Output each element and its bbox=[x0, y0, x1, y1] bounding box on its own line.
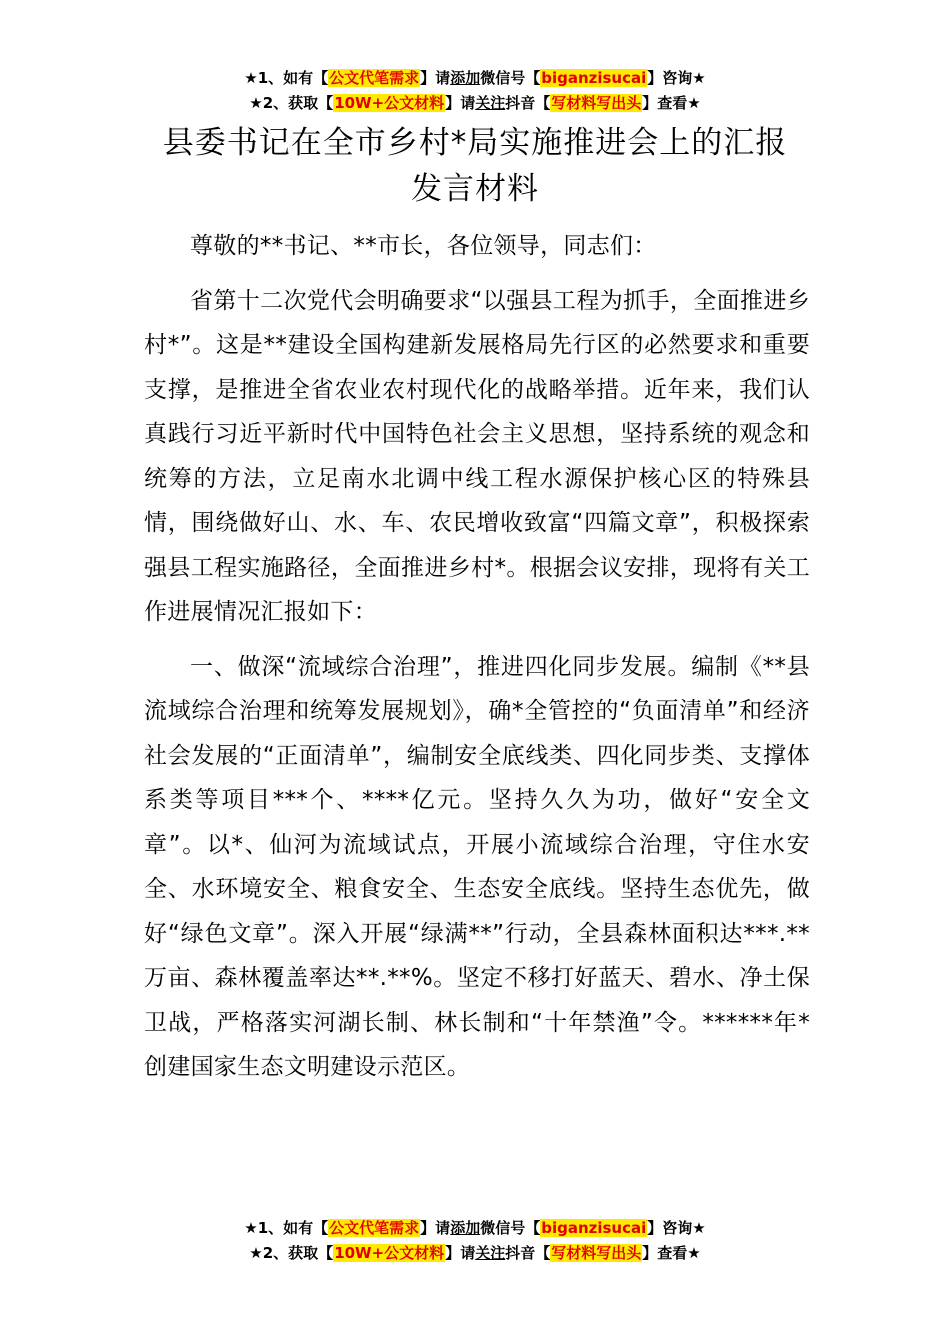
banner-underlined: 关注 bbox=[475, 94, 506, 112]
banner-text: 】请 bbox=[445, 94, 476, 112]
top-banner bbox=[0, 66, 950, 116]
banner-text: ★1、如有【 bbox=[244, 1219, 329, 1237]
banner-text: ★2、获取【 bbox=[249, 1244, 334, 1262]
body-paragraph: 一、做深“流域综合治理”，推进四化同步发展。编制《**县流域综合治理和统筹发展规划》，确*全管控的“负面清单”和经济社会发展的“正面清单”，编制安全底线类、四化同步类、支撑体系类等项目***个、****亿元。坚持久久为功，做好“安全文章”。以*、仙河为流域试点，开展小流域综合治理，守住水安全、水环境安全、粮食安全、生态安全底线。坚持生态优先，做好“绿色文章”。深入开展“绿满**”行动，全县森林面积达***.**万亩、森林覆盖率达**.**%。坚定不移打好蓝天、碧水、净土保卫战，严格落实河湖长制、林长制和“十年禁渔”令。******年*创建国家生态文明建设示范区。 bbox=[144, 653, 810, 1080]
banner-underlined: 关注 bbox=[475, 1244, 506, 1262]
banner-text: 抖音【 bbox=[505, 94, 551, 112]
banner-line-2 bbox=[0, 1241, 950, 1266]
body-paragraph: 省第十二次党代会明确要求“以强县工程为抓手，全面推进乡村*”。这是**建设全国构建新发展格局先行区的必然要求和重要支撑，是推进全省农业农村现代化的战略举措。近年来，我们认真践行习近平新时代中国特色社会主义思想，坚持系统的观念和统筹的方法，立足南水北调中线工程水源保护核心区的特殊县情，围绕做好山、水、车、农民增收致富“四篇文章”，积极探索强县工程实施路径，全面推进乡村*。根据会议安排，现将有关工作进展情况汇报如下： bbox=[144, 287, 810, 625]
banner-text: 抖音【 bbox=[505, 1244, 551, 1262]
banner-line-1 bbox=[0, 66, 950, 91]
banner-highlight: 公文代笔需求 bbox=[329, 69, 420, 87]
banner-text: 】查看★ bbox=[642, 94, 701, 112]
banner-text: 】请 bbox=[420, 1219, 451, 1237]
banner-text: 】咨询★ bbox=[647, 69, 706, 87]
banner-highlight: 10W+公文材料 bbox=[334, 94, 445, 112]
salutation: 尊敬的**书记、**市长，各位领导，同志们： bbox=[190, 233, 657, 259]
banner-text: ★2、获取【 bbox=[249, 94, 334, 112]
banner-text: 】查看★ bbox=[642, 1244, 701, 1262]
banner-text: 】请 bbox=[445, 1244, 476, 1262]
banner-highlight: 写材料写出头 bbox=[551, 94, 642, 112]
banner-highlight: biganzisucai bbox=[541, 1219, 647, 1237]
banner-highlight: 10W+公文材料 bbox=[334, 1244, 445, 1262]
banner-text: 微信号【 bbox=[480, 69, 541, 87]
banner-highlight: 写材料写出头 bbox=[551, 1244, 642, 1262]
title-line-2: 发言材料 bbox=[411, 171, 539, 207]
bottom-banner bbox=[0, 1216, 950, 1266]
banner-text: 】咨询★ bbox=[647, 1219, 706, 1237]
banner-highlight: biganzisucai bbox=[541, 69, 647, 87]
title-line-1: 县委书记在全市乡村*局实施推进会上的汇报 bbox=[162, 125, 788, 161]
banner-text: 】请 bbox=[420, 69, 451, 87]
document-body bbox=[144, 224, 810, 1090]
banner-highlight: 公文代笔需求 bbox=[329, 1219, 420, 1237]
banner-underlined: 添加 bbox=[450, 69, 481, 87]
banner-line-1 bbox=[0, 1216, 950, 1241]
document-title bbox=[140, 120, 810, 212]
banner-line-2 bbox=[0, 91, 950, 116]
banner-text: ★1、如有【 bbox=[244, 69, 329, 87]
banner-underlined: 添加 bbox=[450, 1219, 481, 1237]
banner-text: 微信号【 bbox=[480, 1219, 541, 1237]
